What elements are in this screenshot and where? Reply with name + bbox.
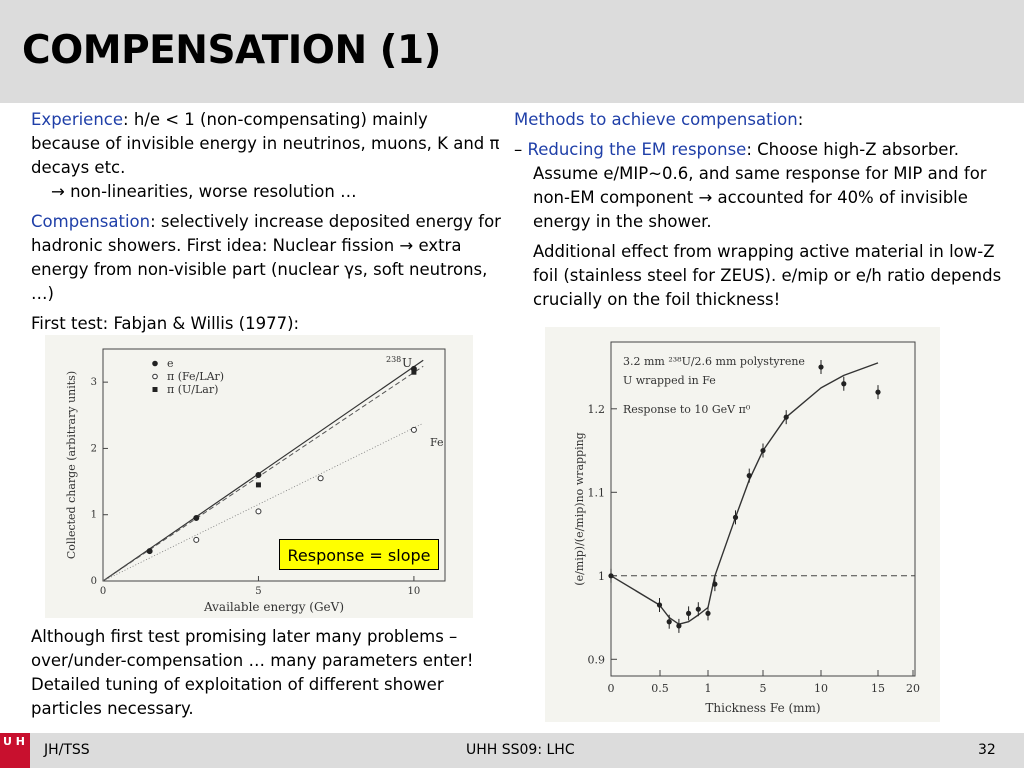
chart2-annotation: 3.2 mm ²³⁸U/2.6 mm polystyrene: [623, 355, 805, 368]
footer-author: JH/TSS: [44, 742, 90, 758]
chart2-annotation: Response to 10 GeV π⁰: [623, 403, 751, 416]
methods-heading-label: Methods to achieve compensation: [514, 110, 798, 129]
chart1-point: [256, 482, 261, 487]
chart2-point: [760, 448, 765, 453]
chart2-point: [784, 415, 789, 420]
chart1-point: [411, 427, 416, 432]
chart1-ytick-label: 3: [90, 377, 97, 389]
experience-label: Experience: [31, 110, 124, 129]
chart1-legend-label: π (U/Lar): [167, 383, 219, 396]
chart2-point: [686, 611, 691, 616]
chart1-legend-marker: [153, 361, 158, 366]
fabjan-willis-chart: [45, 335, 473, 618]
chart2-point: [818, 364, 823, 369]
chart1-xtick-label: 5: [255, 586, 262, 597]
footer-page-number: 32: [978, 742, 996, 758]
chart1-ytick-label: 1: [90, 509, 97, 521]
fabjan-willis-figure: [45, 335, 473, 618]
chart1-fe-label: Fe: [430, 436, 444, 449]
wrapping-paragraph: Additional effect from wrapping active material in low-Z foil (stainless steel for ZEUS). e/mip or e/h ratio depends crucially on the foil thickness!: [533, 242, 1002, 309]
chart2-point: [705, 611, 710, 616]
first-test-line: First test: Fabjan & Willis (1977):: [31, 314, 300, 333]
chart2-xtick-label: 20: [906, 682, 920, 695]
chart1-ytick-label: 0: [90, 576, 97, 587]
wrapping-figure: [545, 327, 940, 722]
chart2-point: [657, 602, 662, 607]
chart2-xtick-label: 0.5: [651, 682, 669, 695]
chart1-legend-marker: [153, 374, 158, 379]
slide-title: COMPENSATION (1): [22, 28, 441, 73]
em-response-label: Reducing the EM response: [527, 140, 747, 159]
chart1-legend-label: π (Fe/LAr): [167, 370, 225, 383]
chart2-frame: [611, 342, 915, 676]
footer-course: UHH SS09: LHC: [466, 742, 575, 758]
chart2-point: [733, 515, 738, 520]
chart1-point: [318, 476, 323, 481]
chart2-annotation: U wrapped in Fe: [623, 374, 716, 387]
right-column: [514, 108, 1004, 312]
chart2-xtick-label: 10: [814, 682, 828, 695]
uhh-logo: [0, 733, 30, 768]
chart1-xtick-label: 10: [407, 586, 421, 597]
left-column: [31, 108, 501, 336]
chart2-xtick-label: 1: [704, 682, 712, 695]
chart2-xlabel: Thickness Fe (mm): [705, 701, 821, 715]
chart2-point: [676, 623, 681, 628]
response-slope-box: Response = slope: [279, 539, 439, 570]
chart1-point: [194, 516, 199, 521]
experience-text: : h/e < 1 (non-compensating) mainly because of invisible energy in neutrinos, muons, K and π decays etc.: [31, 110, 500, 177]
chart2-ytick-label: 1.1: [587, 486, 605, 500]
chart1-ytick-label: 2: [90, 443, 97, 455]
chart2-xtick-label: 5: [759, 682, 767, 695]
chart1-legend-label: e: [167, 357, 174, 370]
compensation-paragraph: [31, 210, 501, 306]
compensation-text: : selectively increase deposited energy for hadronic showers. First idea: Nuclear fission → extra energy from non-visible part (nuclear γs, soft neutrons, …): [31, 212, 501, 303]
experience-arrow-line: → non-linearities, worse resolution …: [51, 182, 357, 201]
chart2-ytick-label: 1.2: [587, 402, 605, 416]
em-response-item: [514, 138, 1004, 234]
chart2-point: [747, 473, 752, 478]
em-response-text: : Choose high-Z absorber. Assume e/MIP~0.6, and same response for MIP and for non-EM component → accounted for 40% of invisible energy in the shower.: [533, 140, 987, 231]
uhh-logo-text: U H: [3, 735, 25, 748]
chart1-ylabel: Collected charge (arbitrary units): [65, 370, 78, 560]
chart2-point: [608, 573, 613, 578]
chart2-point: [696, 607, 701, 612]
compensation-label: Compensation: [31, 212, 151, 231]
methods-heading: [514, 108, 1004, 132]
chart1-xtick-label: 0: [99, 586, 107, 597]
chart1-xlabel: Available energy (GeV): [203, 600, 345, 614]
chart2-xtick-label: 15: [871, 682, 885, 695]
chart1-point: [411, 370, 416, 375]
chart1-point: [256, 509, 261, 514]
chart2-ytick-label: 0.9: [587, 653, 605, 667]
chart1-point: [194, 537, 199, 542]
chart2-xtick-label: 0: [607, 682, 615, 695]
bottom-paragraph: Although first test promising later many problems – over/under-compensation … many parameters enter! Detailed tuning of exploitation of different shower particles necessary.: [31, 627, 474, 718]
experience-paragraph: [31, 108, 501, 180]
chart2-point: [712, 582, 717, 587]
em-response-dash: –: [514, 140, 528, 159]
footer-bar: [0, 733, 1024, 768]
chart1-point: [147, 549, 152, 554]
chart1-u-label: U: [402, 356, 413, 370]
chart1-u-label-sup: 238: [386, 355, 402, 364]
chart2-point: [667, 619, 672, 624]
chart1-point: [256, 472, 261, 477]
wrapping-chart: [545, 327, 940, 722]
chart2-point: [841, 381, 846, 386]
chart2-ytick-label: 1: [598, 569, 605, 583]
methods-heading-colon: :: [797, 110, 804, 129]
chart1-legend-marker: [153, 387, 158, 392]
chart2-point: [875, 390, 880, 395]
chart2-ylabel: (e/mip)/(e/mip)no wrapping: [573, 432, 586, 586]
